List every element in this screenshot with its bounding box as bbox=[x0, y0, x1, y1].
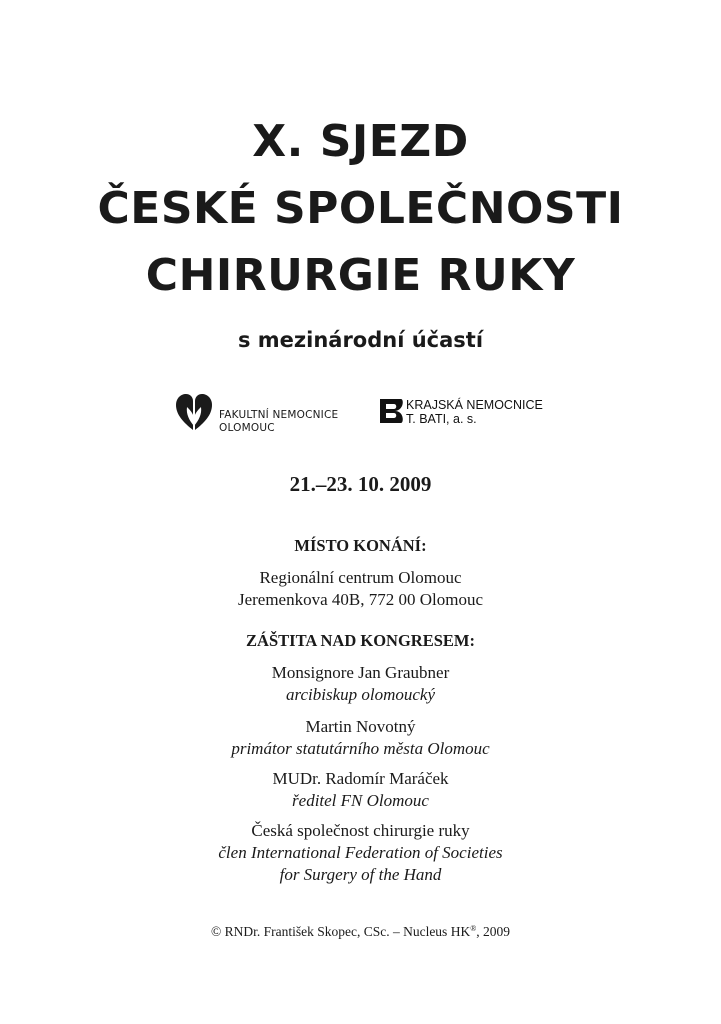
venue-line-2: Jeremenkova 40B, 772 00 Olomouc bbox=[237, 590, 484, 609]
title-line-1: X. SJEZD bbox=[252, 116, 469, 167]
fn-logo-line-1: FAKULTNÍ NEMOCNICE bbox=[219, 409, 339, 421]
fn-logo-line-2: OLOMOUC bbox=[219, 422, 275, 434]
subtitle: s mezinárodní účastí bbox=[237, 328, 484, 352]
patron-role: člen International Federation of Societies bbox=[218, 843, 503, 862]
kn-logo-line-2: T. BATI, a. s. bbox=[406, 412, 477, 426]
venue-heading: MÍSTO KONÁNÍ: bbox=[294, 536, 427, 555]
event-date: 21.–23. 10. 2009 bbox=[289, 472, 432, 496]
patron-name: Česká společnost chirurgie ruky bbox=[251, 821, 470, 840]
patron-name: Monsignore Jan Graubner bbox=[271, 663, 450, 682]
registered-mark: ® bbox=[470, 924, 477, 933]
copyright bbox=[0, 918, 721, 943]
venue-line-1: Regionální centrum Olomouc bbox=[259, 568, 462, 587]
copyright-year: , 2009 bbox=[476, 924, 511, 939]
patron-role-line-2: for Surgery of the Hand bbox=[279, 865, 442, 884]
patron-name: MUDr. Radomír Maráček bbox=[272, 769, 449, 788]
kn-logo-line-1: KRAJSKÁ NEMOCNICE bbox=[406, 398, 543, 412]
heart-hands-icon bbox=[172, 390, 216, 434]
patron-name: Martin Novotný bbox=[305, 717, 416, 736]
patron-role: ředitel FN Olomouc bbox=[292, 791, 429, 810]
patron-role: arcibiskup olomoucký bbox=[285, 685, 436, 704]
patronage-heading: ZÁŠTITA NAD KONGRESEM: bbox=[246, 631, 475, 650]
fn-olomouc-logo bbox=[172, 390, 352, 434]
patron-role: primátor statutárního města Olomouc bbox=[231, 739, 490, 758]
krajska-nemocnice-logo bbox=[380, 398, 570, 428]
kn-b-emblem-icon bbox=[380, 398, 404, 424]
title-line-2: ČESKÉ SPOLEČNOSTI bbox=[97, 183, 624, 234]
copyright-text: © RNDr. František Skopec, CSc. – Nucleus HK bbox=[210, 924, 471, 939]
title-line-3: CHIRURGIE RUKY bbox=[145, 250, 576, 301]
